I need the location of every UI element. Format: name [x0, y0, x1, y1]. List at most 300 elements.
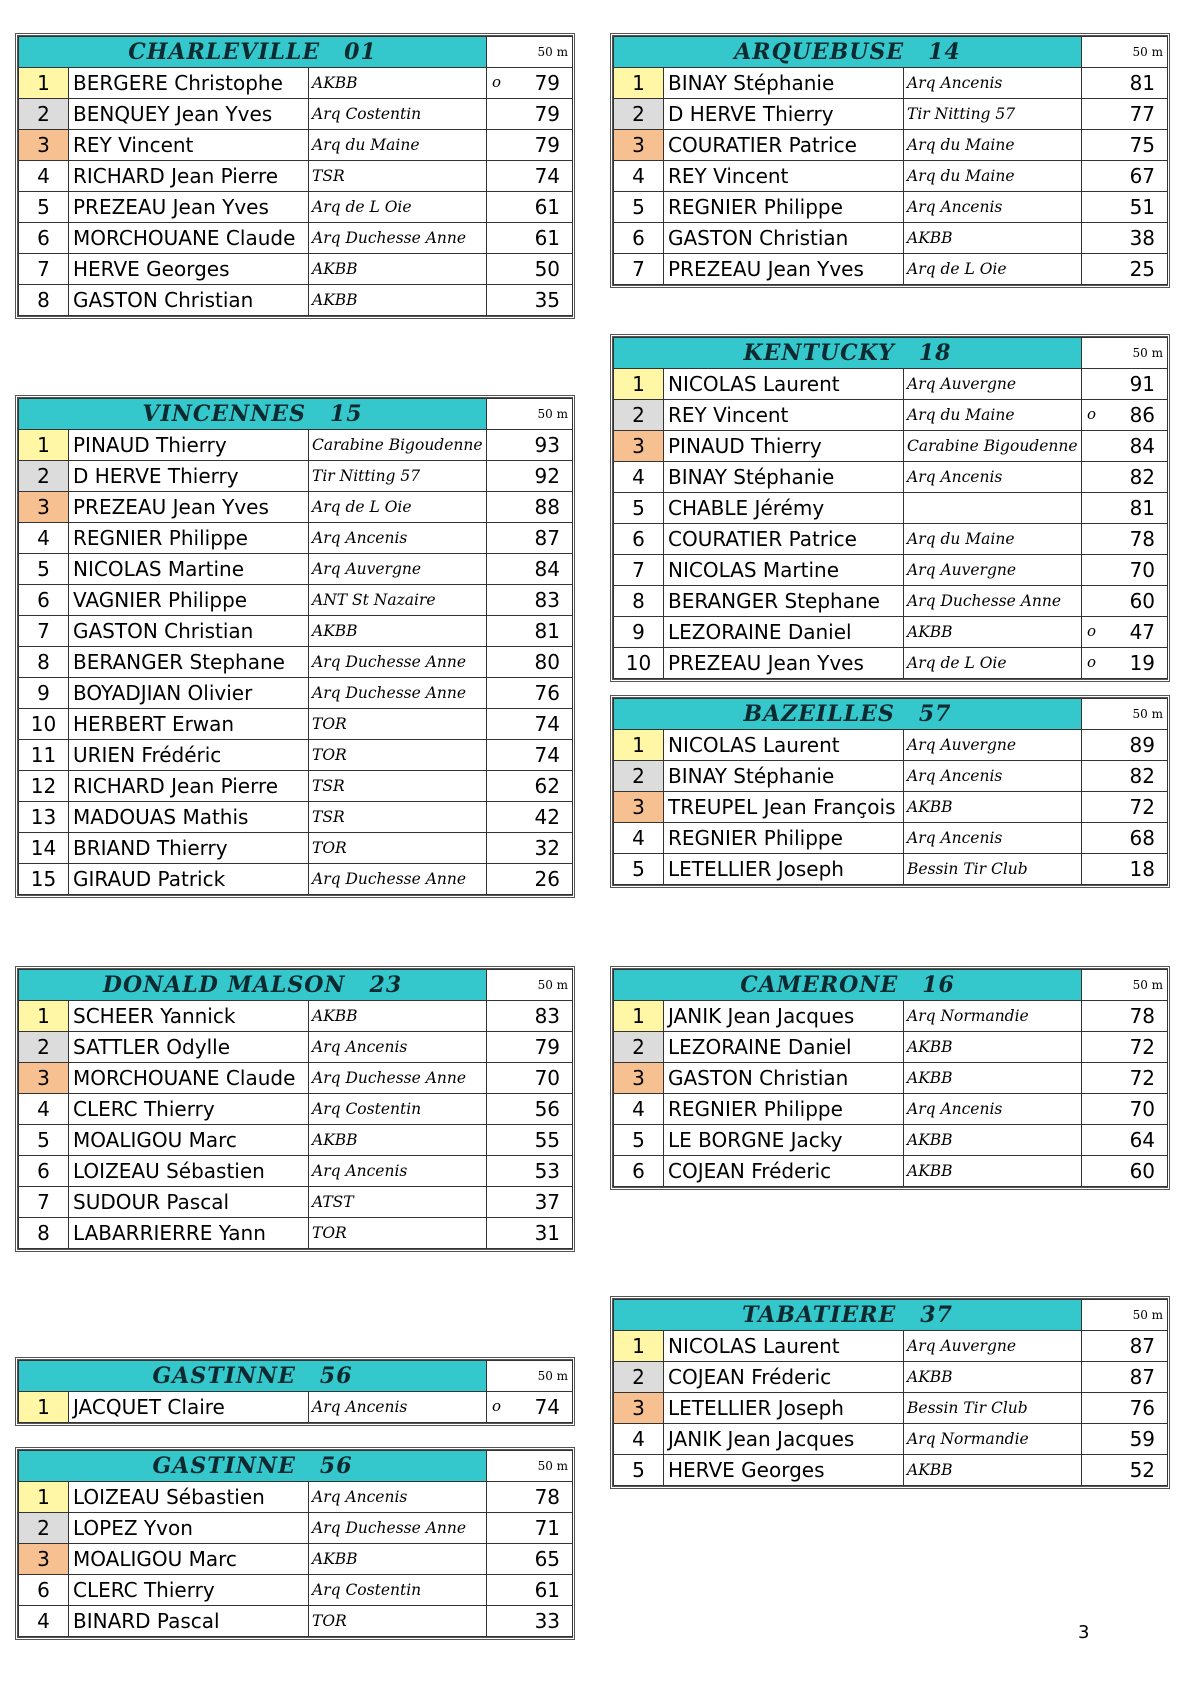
club-name: AKBB: [309, 1125, 487, 1156]
event-number: 37: [920, 1302, 953, 1328]
score-cell: [487, 430, 573, 461]
shooter-name: LOPEZ Yvon: [69, 1513, 309, 1544]
table-row: [19, 740, 573, 771]
score-cell: [487, 1125, 573, 1156]
table-row: [19, 1544, 573, 1575]
shooter-name: COJEAN Fréderic: [664, 1156, 904, 1187]
rank-cell: 2: [614, 1032, 664, 1063]
score-value: 92: [534, 464, 560, 488]
table-row: [614, 1331, 1168, 1362]
table-row: [614, 792, 1168, 823]
score-cell: [1082, 161, 1168, 192]
club-name: Tir Nitting 57: [309, 461, 487, 492]
ranking-table: [18, 969, 573, 1249]
score-value: 25: [1129, 257, 1156, 281]
score-value: 61: [534, 226, 561, 250]
table-row: [19, 585, 573, 616]
club-name: TOR: [309, 833, 487, 864]
club-name: Arq Ancenis: [309, 1032, 487, 1063]
table-row: [614, 823, 1168, 854]
club-name: Bessin Tir Club: [904, 854, 1082, 885]
rank-cell: 5: [19, 1125, 69, 1156]
club-name: Arq du Maine: [904, 130, 1082, 161]
score-cell: [1082, 1393, 1168, 1424]
rank-cell: 1: [614, 1001, 664, 1032]
table-row: [19, 709, 573, 740]
event-number: 23: [369, 972, 403, 998]
shooter-name: VAGNIER Philippe: [69, 585, 309, 616]
table-row: [614, 1125, 1168, 1156]
table-title: [614, 970, 1082, 1001]
ranking-table: [613, 36, 1168, 285]
rank-cell: 1: [614, 1331, 664, 1362]
score-value: 89: [1129, 733, 1155, 757]
club-name: AKBB: [904, 1125, 1082, 1156]
table-row: [19, 1125, 573, 1156]
shooter-name: D HERVE Thierry: [69, 461, 309, 492]
score-value: 42: [534, 805, 560, 829]
table-row: [19, 1156, 573, 1187]
score-value: 78: [1129, 1004, 1156, 1028]
shooter-name: NICOLAS Laurent: [664, 730, 904, 761]
score-value: 38: [1129, 226, 1156, 250]
table-row: [19, 833, 573, 864]
shooter-name: CLERC Thierry: [69, 1575, 309, 1606]
event-name: KENTUCKY: [743, 340, 895, 366]
shooter-name: COURATIER Patrice: [664, 524, 904, 555]
score-value: 75: [1129, 133, 1156, 157]
score-cell: [487, 802, 573, 833]
score-value: 93: [534, 433, 560, 457]
score-cell: [1082, 130, 1168, 161]
rank-cell: 8: [19, 647, 69, 678]
table-row: [19, 1063, 573, 1094]
table-row: [614, 524, 1168, 555]
shooter-name: LOIZEAU Sébastien: [69, 1156, 309, 1187]
table-row: [19, 161, 573, 192]
score-cell: [487, 678, 573, 709]
rank-cell: 1: [614, 730, 664, 761]
shooter-name: SUDOUR Pascal: [69, 1187, 309, 1218]
table-row: [19, 285, 573, 316]
table-row: [614, 99, 1168, 130]
rank-cell: 7: [614, 555, 664, 586]
score-cell: [1082, 823, 1168, 854]
club-name: AKBB: [309, 285, 487, 316]
shooter-name: BRIAND Thierry: [69, 833, 309, 864]
shooter-name: URIEN Frédéric: [69, 740, 309, 771]
table-title: [19, 399, 487, 430]
shooter-name: LEZORAINE Daniel: [664, 617, 904, 648]
score-cell: [1082, 1032, 1168, 1063]
club-name: Arq Normandie: [904, 1001, 1082, 1032]
rank-cell: 1: [614, 68, 664, 99]
club-name: AKBB: [309, 68, 487, 99]
club-name: Tir Nitting 57: [904, 99, 1082, 130]
rank-cell: 12: [19, 771, 69, 802]
rank-cell: 9: [614, 617, 664, 648]
club-name: Arq Ancenis: [904, 462, 1082, 493]
distance-label: 50 m: [487, 970, 573, 1001]
score-mark: o: [492, 1397, 502, 1415]
score-cell: [1082, 99, 1168, 130]
shooter-name: GASTON Christian: [664, 1063, 904, 1094]
rank-cell: 6: [614, 1156, 664, 1187]
club-name: Arq Auvergne: [904, 730, 1082, 761]
score-cell: [487, 1094, 573, 1125]
table-row: [19, 647, 573, 678]
score-cell: [1082, 1424, 1168, 1455]
shooter-name: MORCHOUANE Claude: [69, 223, 309, 254]
rank-cell: 5: [614, 1125, 664, 1156]
club-name: Arq Duchesse Anne: [309, 678, 487, 709]
score-cell: [487, 285, 573, 316]
club-name: Arq du Maine: [309, 130, 487, 161]
table-row: [614, 1063, 1168, 1094]
shooter-name: SCHEER Yannick: [69, 1001, 309, 1032]
club-name: AKBB: [904, 1032, 1082, 1063]
score-value: 32: [534, 836, 560, 860]
shooter-name: BENQUEY Jean Yves: [69, 99, 309, 130]
score-cell: [1082, 586, 1168, 617]
club-name: Arq Duchesse Anne: [309, 1513, 487, 1544]
ranking-table: [18, 36, 573, 316]
score-value: 70: [1129, 558, 1156, 582]
rank-cell: 7: [19, 254, 69, 285]
shooter-name: MOALIGOU Marc: [69, 1544, 309, 1575]
score-mark: o: [492, 73, 502, 91]
score-cell: [1082, 1156, 1168, 1187]
score-cell: [487, 523, 573, 554]
table-row: [19, 192, 573, 223]
table-header: [19, 399, 573, 430]
score-value: 79: [534, 71, 561, 95]
club-name: Arq de L Oie: [309, 192, 487, 223]
score-value: 81: [1129, 496, 1156, 520]
score-value: 76: [534, 681, 560, 705]
score-cell: [487, 833, 573, 864]
shooter-name: COURATIER Patrice: [664, 130, 904, 161]
score-value: 68: [1129, 826, 1155, 850]
event-number: 14: [928, 39, 961, 65]
score-cell: [487, 771, 573, 802]
rank-cell: 8: [19, 285, 69, 316]
club-name: AKBB: [904, 617, 1082, 648]
event-name: BAZEILLES: [743, 701, 895, 727]
rank-cell: 15: [19, 864, 69, 895]
score-cell: [487, 1156, 573, 1187]
event-name: ARQUEBUSE: [734, 39, 905, 65]
shooter-name: PINAUD Thierry: [69, 430, 309, 461]
shooter-name: LETELLIER Joseph: [664, 1393, 904, 1424]
score-value: 18: [1129, 857, 1155, 881]
club-name: Arq Ancenis: [309, 523, 487, 554]
score-value: 78: [1129, 527, 1156, 551]
rank-cell: 4: [19, 161, 69, 192]
club-name: AKBB: [309, 254, 487, 285]
score-value: 52: [1129, 1458, 1156, 1482]
club-name: AKBB: [309, 1544, 487, 1575]
club-name: Arq Ancenis: [904, 192, 1082, 223]
table-title: [614, 338, 1082, 369]
score-value: 82: [1129, 465, 1156, 489]
table-row: [614, 130, 1168, 161]
shooter-name: JANIK Jean Jacques: [664, 1424, 904, 1455]
rank-cell: 7: [614, 254, 664, 285]
club-name: Arq Auvergne: [309, 554, 487, 585]
score-cell: [1082, 648, 1168, 679]
shooter-name: PREZEAU Jean Yves: [69, 492, 309, 523]
table-row: [19, 1513, 573, 1544]
score-value: 51: [1129, 195, 1156, 219]
event-name: CAMERONE: [740, 972, 899, 998]
club-name: Arq de L Oie: [309, 492, 487, 523]
table-row: [614, 854, 1168, 885]
club-name: Arq Duchesse Anne: [309, 223, 487, 254]
table-row: [614, 617, 1168, 648]
score-mark: o: [1087, 622, 1097, 640]
table-row: [19, 461, 573, 492]
score-value: 37: [534, 1190, 561, 1214]
score-cell: [487, 1392, 573, 1423]
table-row: [614, 1393, 1168, 1424]
rank-cell: 3: [614, 1063, 664, 1094]
score-value: 83: [534, 588, 560, 612]
score-value: 81: [1129, 71, 1156, 95]
score-value: 61: [534, 195, 561, 219]
event-number: 01: [344, 39, 377, 65]
rank-cell: 4: [19, 1094, 69, 1125]
club-name: Arq Costentin: [309, 1575, 487, 1606]
score-cell: [1082, 400, 1168, 431]
shooter-name: MOALIGOU Marc: [69, 1125, 309, 1156]
club-name: Carabine Bigoudenne: [309, 430, 487, 461]
table-bazeilles: [610, 695, 1170, 888]
club-name: TOR: [309, 709, 487, 740]
rank-cell: 3: [614, 1393, 664, 1424]
score-value: 31: [534, 1221, 561, 1245]
table-header: [614, 338, 1168, 369]
shooter-name: BERGERE Christophe: [69, 68, 309, 99]
score-value: 65: [534, 1547, 561, 1571]
score-cell: [1082, 730, 1168, 761]
club-name: AKBB: [904, 1063, 1082, 1094]
table-row: [614, 648, 1168, 679]
shooter-name: MORCHOUANE Claude: [69, 1063, 309, 1094]
event-number: 15: [330, 401, 363, 427]
score-cell: [1082, 617, 1168, 648]
club-name: AKBB: [904, 1455, 1082, 1486]
rank-cell: 3: [614, 431, 664, 462]
table-row: [614, 1455, 1168, 1486]
score-cell: [1082, 1094, 1168, 1125]
score-mark: o: [1087, 653, 1097, 671]
rank-cell: 5: [614, 493, 664, 524]
rank-cell: 1: [614, 369, 664, 400]
score-cell: [487, 161, 573, 192]
rank-cell: 2: [614, 761, 664, 792]
ranking-table: [613, 1299, 1168, 1486]
distance-label: 50 m: [1082, 1300, 1168, 1331]
score-cell: [487, 99, 573, 130]
rank-cell: 4: [19, 523, 69, 554]
score-cell: [1082, 1331, 1168, 1362]
score-cell: [487, 554, 573, 585]
shooter-name: REY Vincent: [664, 400, 904, 431]
club-name: Arq Normandie: [904, 1424, 1082, 1455]
rank-cell: 2: [19, 99, 69, 130]
table-row: [19, 1187, 573, 1218]
shooter-name: NICOLAS Laurent: [664, 369, 904, 400]
shooter-name: GASTON Christian: [664, 223, 904, 254]
rank-cell: 4: [19, 1606, 69, 1637]
table-row: [19, 1606, 573, 1637]
rank-cell: 9: [19, 678, 69, 709]
club-name: Arq du Maine: [904, 524, 1082, 555]
score-cell: [1082, 1063, 1168, 1094]
table-row: [614, 1032, 1168, 1063]
rank-cell: 4: [614, 1424, 664, 1455]
rank-cell: 2: [614, 99, 664, 130]
score-cell: [1082, 68, 1168, 99]
score-value: 80: [534, 650, 560, 674]
rank-cell: 10: [19, 709, 69, 740]
rank-cell: 3: [19, 492, 69, 523]
shooter-name: REGNIER Philippe: [664, 823, 904, 854]
club-name: [904, 493, 1082, 524]
club-name: Arq Ancenis: [904, 761, 1082, 792]
rank-cell: 1: [19, 1392, 69, 1423]
club-name: TOR: [309, 740, 487, 771]
table-row: [19, 223, 573, 254]
table-gastinne-1: [15, 1357, 575, 1426]
distance-label: 50 m: [1082, 970, 1168, 1001]
shooter-name: JANIK Jean Jacques: [664, 1001, 904, 1032]
score-value: 70: [1129, 1097, 1156, 1121]
shooter-name: PINAUD Thierry: [664, 431, 904, 462]
table-row: [614, 161, 1168, 192]
table-gastinne-2: [15, 1447, 575, 1640]
table-header: [19, 1361, 573, 1392]
score-cell: [487, 616, 573, 647]
score-value: 74: [534, 1395, 561, 1419]
table-header: [614, 970, 1168, 1001]
score-cell: [1082, 792, 1168, 823]
score-cell: [487, 68, 573, 99]
club-name: Arq de L Oie: [904, 648, 1082, 679]
score-cell: [487, 492, 573, 523]
club-name: Arq Ancenis: [904, 823, 1082, 854]
score-cell: [1082, 1001, 1168, 1032]
rank-cell: 8: [19, 1218, 69, 1249]
club-name: Arq du Maine: [904, 161, 1082, 192]
shooter-name: COJEAN Fréderic: [664, 1362, 904, 1393]
table-row: [19, 554, 573, 585]
score-value: 87: [1129, 1365, 1156, 1389]
score-cell: [487, 192, 573, 223]
rank-cell: 1: [19, 1482, 69, 1513]
score-cell: [487, 647, 573, 678]
event-number: 57: [918, 701, 952, 727]
score-cell: [487, 1001, 573, 1032]
rank-cell: 6: [19, 1575, 69, 1606]
table-title: [614, 1300, 1082, 1331]
shooter-name: BINAY Stéphanie: [664, 462, 904, 493]
rank-cell: 3: [19, 130, 69, 161]
score-value: 79: [534, 1035, 561, 1059]
distance-label: 50 m: [487, 399, 573, 430]
club-name: Arq Duchesse Anne: [309, 864, 487, 895]
score-value: 83: [534, 1004, 561, 1028]
score-value: 74: [534, 743, 560, 767]
table-row: [19, 771, 573, 802]
score-cell: [487, 1544, 573, 1575]
table-row: [614, 493, 1168, 524]
score-value: 87: [1129, 1334, 1156, 1358]
shooter-name: CHABLE Jérémy: [664, 493, 904, 524]
score-cell: [487, 1575, 573, 1606]
score-cell: [487, 254, 573, 285]
score-value: 74: [534, 164, 561, 188]
score-cell: [1082, 192, 1168, 223]
rank-cell: 5: [614, 192, 664, 223]
club-name: Arq Ancenis: [309, 1156, 487, 1187]
club-name: Arq Ancenis: [309, 1392, 487, 1423]
score-cell: [1082, 431, 1168, 462]
score-cell: [487, 1187, 573, 1218]
table-row: [19, 1575, 573, 1606]
table-title: [19, 1451, 487, 1482]
shooter-name: HERVE Georges: [664, 1455, 904, 1486]
rank-cell: 2: [19, 1032, 69, 1063]
rank-cell: 3: [614, 130, 664, 161]
shooter-name: JACQUET Claire: [69, 1392, 309, 1423]
shooter-name: CLERC Thierry: [69, 1094, 309, 1125]
table-row: [614, 462, 1168, 493]
score-value: 61: [534, 1578, 561, 1602]
score-value: 60: [1129, 1159, 1156, 1183]
table-row: [19, 130, 573, 161]
shooter-name: BINAY Stéphanie: [664, 761, 904, 792]
event-name: GASTINNE: [152, 1363, 296, 1389]
score-cell: [487, 709, 573, 740]
score-cell: [1082, 1362, 1168, 1393]
table-row: [614, 1001, 1168, 1032]
table-title: [19, 970, 487, 1001]
club-name: Arq Ancenis: [904, 68, 1082, 99]
score-cell: [487, 1218, 573, 1249]
score-value: 74: [534, 712, 560, 736]
score-cell: [1082, 1455, 1168, 1486]
table-row: [614, 369, 1168, 400]
shooter-name: PREZEAU Jean Yves: [664, 648, 904, 679]
club-name: Arq Ancenis: [904, 1094, 1082, 1125]
score-value: 72: [1129, 1035, 1156, 1059]
score-cell: [1082, 493, 1168, 524]
distance-label: 50 m: [487, 37, 573, 68]
shooter-name: REGNIER Philippe: [69, 523, 309, 554]
club-name: Arq Auvergne: [904, 555, 1082, 586]
score-cell: [1082, 369, 1168, 400]
rank-cell: 6: [19, 223, 69, 254]
table-row: [614, 555, 1168, 586]
score-value: 87: [534, 526, 560, 550]
table-title: [19, 1361, 487, 1392]
shooter-name: HERVE Georges: [69, 254, 309, 285]
club-name: Bessin Tir Club: [904, 1393, 1082, 1424]
table-row: [19, 616, 573, 647]
shooter-name: RICHARD Jean Pierre: [69, 771, 309, 802]
